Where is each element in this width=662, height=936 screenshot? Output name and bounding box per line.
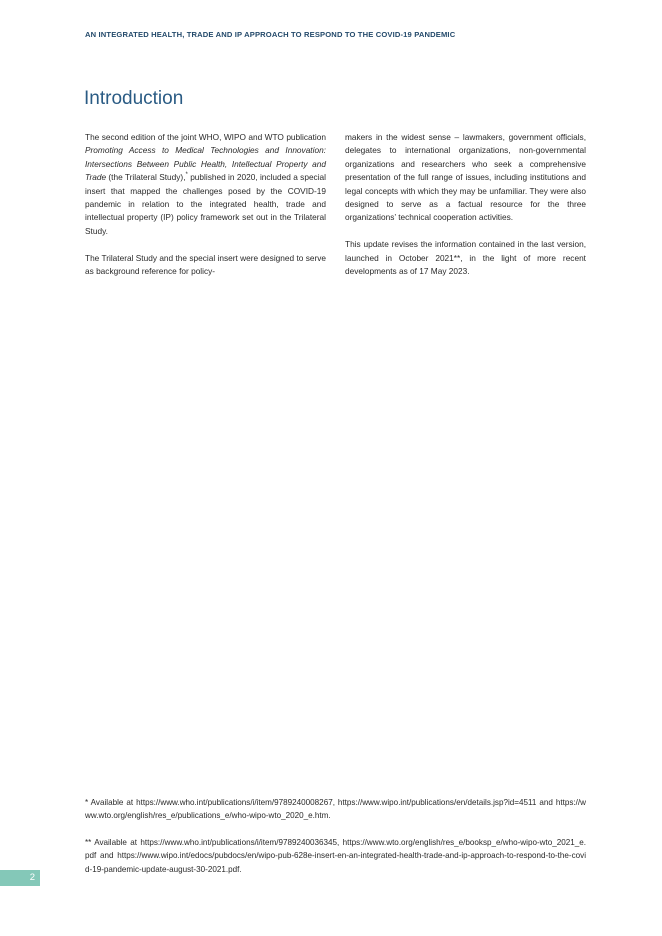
footnotes: [85, 796, 586, 876]
body-column-right: [345, 131, 586, 278]
publication-title: Promoting Access to Medical Technologies and Innovation: Intersections Between Public Health, Intellectual Property and Trade: [85, 145, 326, 183]
p1-intro-text: The second edition of the joint WHO, WIPO and WTO publication: [85, 132, 326, 142]
footnote-2: ** Available at https://www.who.int/publications/i/item/9789240036345, https://www.wto.org/english/res_e/booksp_e/who-wipo-wto_2021_e.pdf and https://www.wipo.int/edocs/pubdocs/en/wipo-pub-628e-insert-en-an-integrated-health-trade-and-ip-approach-to-respond-to-the-covid-19-pandemic-update-august-30-2021.pdf.: [85, 837, 586, 874]
body-paragraph-2-end: makers in the widest sense – lawmakers, government officials, delegates to international organizations, non-governmental organizations and researchers who seek a comprehensive presentation of the full range of issues, including institutions and legal concepts with which they may be unfamiliar. They were also designed to serve as a factual resource for the three organizations’ technical cooperation activities.: [345, 132, 586, 223]
body-column-left: [85, 131, 326, 278]
p1-rest-text: published in 2020, included a special insert that mapped the challenges posed by the COVID-19 pandemic in relation to the integrated health, trade and intellectual property (IP) policy framework set out in the Trilateral Study.: [85, 172, 327, 236]
body-paragraph-3: This update revises the information contained in the last version, launched in October 2021**, in the light of more recent developments as of 17 May 2023.: [345, 239, 586, 277]
page-number: 2: [29, 872, 35, 883]
running-header: AN INTEGRATED HEALTH, TRADE AND IP APPROACH TO RESPOND TO THE COVID-19 PANDEMIC: [85, 30, 456, 39]
footnote-1: * Available at https://www.who.int/publications/i/item/9789240008267, https://www.wipo.int/publications/en/details.jsp?id=4511 and https://www.wto.org/english/res_e/publications_e/who-wipo-wto_2020_e.htm.: [85, 798, 586, 821]
body-paragraph-1: [85, 131, 326, 238]
page-number-tab: [0, 870, 40, 886]
body-paragraph-2-start: The Trilateral Study and the special insert were designed to serve as background reference for policy-: [85, 252, 326, 277]
p1-short-name: (the Trilateral Study),: [106, 172, 186, 183]
footnote-marker-1: *: [185, 172, 188, 179]
section-title: Introduction: [84, 88, 184, 109]
